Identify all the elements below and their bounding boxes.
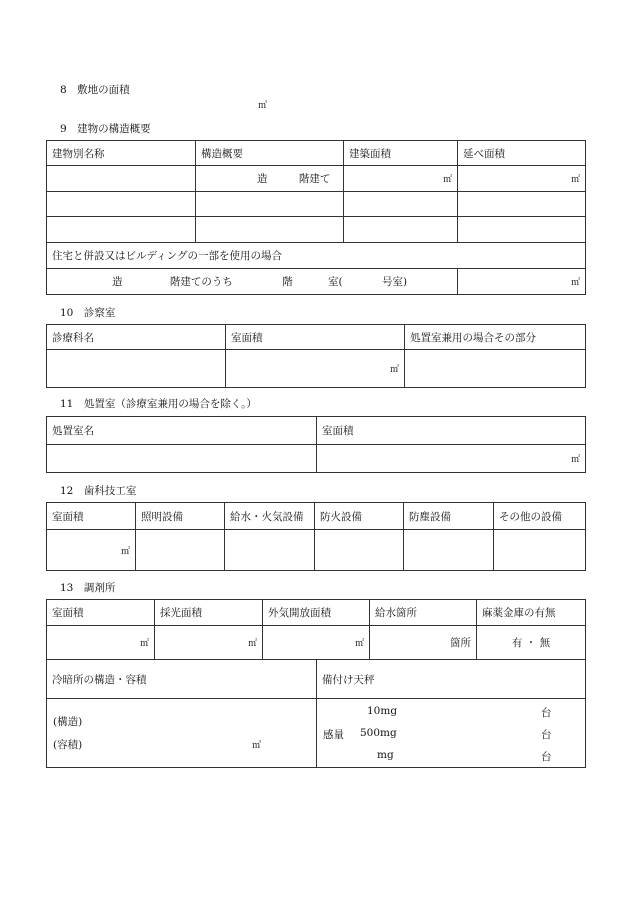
room-area-cell[interactable]: ㎡ xyxy=(47,530,136,571)
header-room-area: 室面積 xyxy=(226,325,405,350)
examination-room-table xyxy=(46,324,586,388)
treatment-room-name-cell[interactable] xyxy=(47,445,317,473)
treatment-room-table xyxy=(46,416,586,473)
header-building-area: 建築面積 xyxy=(344,141,458,166)
header-building-name: 建物別名称 xyxy=(47,141,196,166)
header-water-supply: 給水箇所 xyxy=(370,600,477,626)
room-area-cell[interactable]: ㎡ xyxy=(317,445,586,473)
header-lighting-area: 採光面積 xyxy=(155,600,263,626)
dust-prevention-cell[interactable] xyxy=(404,530,494,571)
structure-cell[interactable] xyxy=(196,166,344,192)
volume-label: (容積) xyxy=(53,739,83,751)
total-floor-area-cell[interactable] xyxy=(458,217,586,243)
department-cell[interactable] xyxy=(47,350,226,388)
water-supply-cell[interactable]: 箇所 xyxy=(370,626,477,660)
total-floor-area-cell[interactable] xyxy=(458,192,586,217)
structure-cell[interactable] xyxy=(196,217,344,243)
header-total-floor-area: 延べ面積 xyxy=(458,141,586,166)
structure-cell[interactable] xyxy=(196,192,344,217)
cold-storage-cell[interactable] xyxy=(47,699,317,768)
cold-storage-balance-table xyxy=(46,659,586,768)
site-area-unit: ㎡ xyxy=(258,101,268,111)
section-8-heading: 8 敷地の面積 xyxy=(60,84,130,96)
shared-portion-cell[interactable] xyxy=(405,350,586,388)
lighting-cell[interactable] xyxy=(136,530,225,571)
structure-label: (構造) xyxy=(53,716,83,728)
section-13-heading: 13 調剤所 xyxy=(60,582,116,594)
kai-label: 階建て xyxy=(298,173,331,185)
section-10-heading: 10 診察室 xyxy=(60,307,116,319)
water-fire-cell[interactable] xyxy=(225,530,315,571)
header-shared-portion: 処置室兼用の場合その部分 xyxy=(405,325,586,350)
header-narcotics-safe: 麻薬金庫の有無 xyxy=(477,600,586,626)
building-area-cell[interactable] xyxy=(344,192,458,217)
section-9-heading: 9 建物の構造概要 xyxy=(60,123,151,135)
dental-lab-table xyxy=(46,502,586,571)
cold-storage-label: 冷暗所の構造・容積 xyxy=(47,660,317,699)
header-water-fire: 給水・火気設備 xyxy=(225,503,315,530)
mixed-use-label: 住宅と併設又はビルディングの一部を使用の場合 xyxy=(47,243,586,269)
section-12-heading: 12 歯科技工室 xyxy=(60,485,137,497)
section-11-heading: 11 処置室（診療室兼用の場合を除く。） xyxy=(60,398,257,410)
header-room-area: 室面積 xyxy=(317,417,586,445)
mixed-use-area-cell[interactable]: ㎡ xyxy=(458,269,586,295)
lighting-area-cell[interactable]: ㎡ xyxy=(155,626,263,660)
header-department: 診療科名 xyxy=(47,325,226,350)
balance-cell[interactable]: 10mg 台 感量 500mg 台 mg 台 xyxy=(317,699,586,768)
building-name-cell[interactable] xyxy=(47,217,196,243)
balance-label: 備付け天秤 xyxy=(317,660,586,699)
building-area-cell[interactable] xyxy=(344,217,458,243)
building-area-cell[interactable]: ㎡ xyxy=(344,166,458,192)
header-fire-prevention: 防火設備 xyxy=(315,503,404,530)
header-structure: 構造概要 xyxy=(196,141,344,166)
header-treatment-room-name: 処置室名 xyxy=(47,417,317,445)
header-dust-prevention: 防塵設備 xyxy=(404,503,494,530)
header-other-equipment: その他の設備 xyxy=(494,503,586,530)
dispensary-table xyxy=(46,599,586,660)
room-area-cell[interactable]: ㎡ xyxy=(47,626,155,660)
sensitivity-label: 感量 xyxy=(323,729,344,741)
other-equipment-cell[interactable] xyxy=(494,530,586,571)
building-structure-table xyxy=(46,140,586,295)
zou-label: 造 xyxy=(257,173,268,185)
building-name-cell[interactable] xyxy=(47,166,196,192)
room-area-cell[interactable]: ㎡ xyxy=(226,350,405,388)
header-lighting: 照明設備 xyxy=(136,503,225,530)
mixed-use-structure-cell[interactable]: 造 階建てのうち 階 室( 号室) xyxy=(47,269,458,295)
header-room-area: 室面積 xyxy=(47,503,136,530)
ventilation-area-cell[interactable]: ㎡ xyxy=(263,626,370,660)
total-floor-area-cell[interactable]: ㎡ xyxy=(458,166,586,192)
narcotics-safe-cell[interactable]: 有 ・ 無 xyxy=(477,626,586,660)
building-name-cell[interactable] xyxy=(47,192,196,217)
volume-unit: ㎥ xyxy=(252,741,262,751)
fire-prevention-cell[interactable] xyxy=(315,530,404,571)
header-room-area: 室面積 xyxy=(47,600,155,626)
header-ventilation-area: 外気開放面積 xyxy=(263,600,370,626)
